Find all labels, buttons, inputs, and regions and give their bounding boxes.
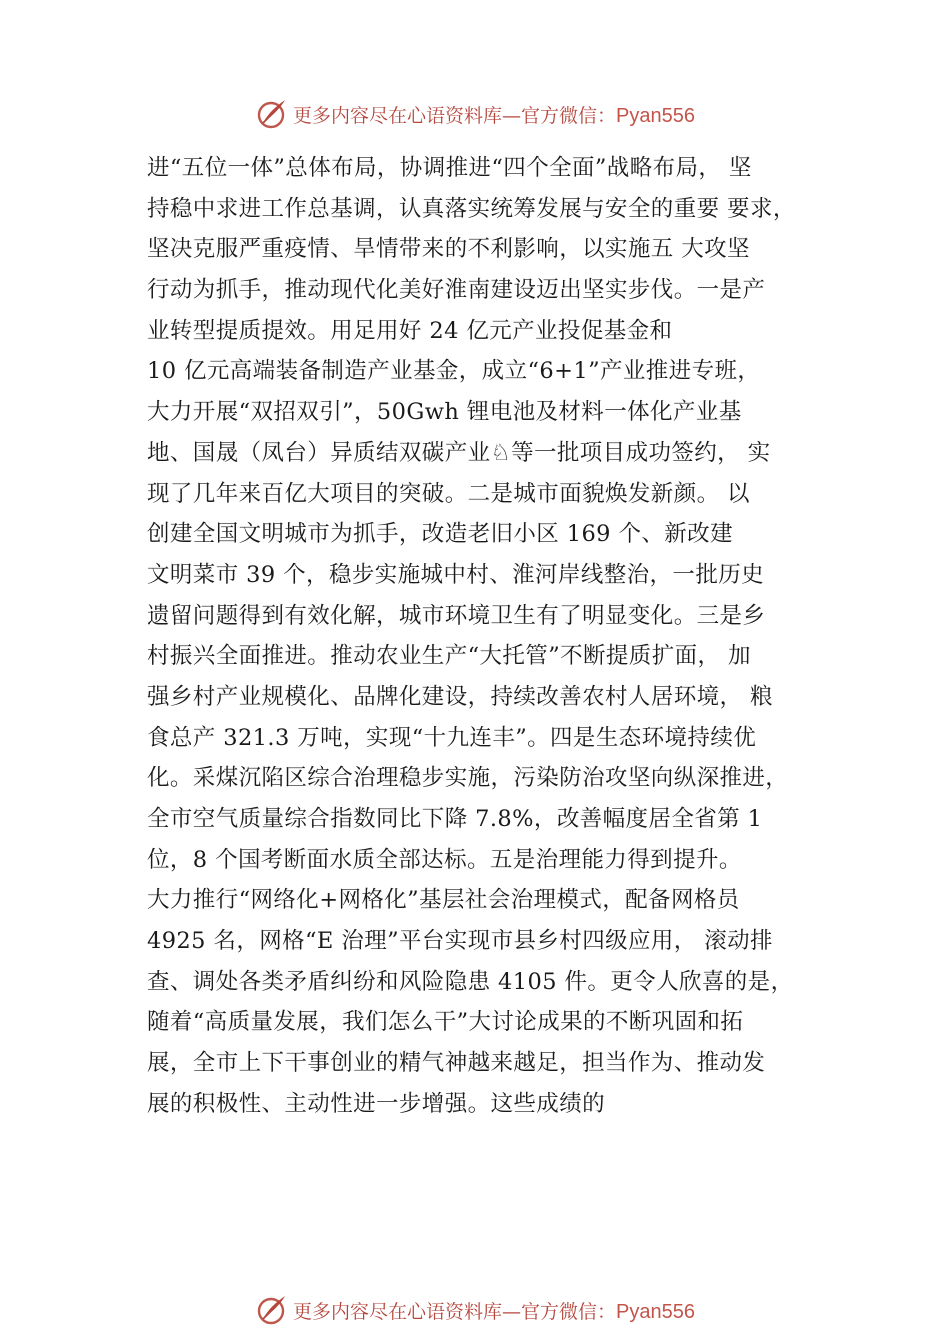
- text-line: 大力开展“双招双引”，50Gwh 锂电池及材料一体化产业基: [147, 399, 742, 426]
- text-line: 地、国晟（凤台）异质结双碳产业♘等一批项目成功签约， 实: [147, 439, 771, 466]
- text-line: 随着“高质量发展，我们怎么干”大讨论成果的不断巩固和拓: [147, 1009, 744, 1036]
- text-line: 化。采煤沉陷区综合治理稳步实施，污染防治攻坚向纵深推进，: [147, 765, 789, 792]
- text-line: 行动为抓手，推动现代化美好淮南建设迈出坚实步伐。一是产: [147, 277, 766, 304]
- document-body: [147, 148, 827, 1125]
- text-line: 业转型提质提效。用足用好 24 亿元产业投促基金和: [147, 317, 673, 344]
- footer-banner: [0, 1290, 950, 1330]
- text-line: 大力推行“网络化+网格化”基层社会治理模式，配备网格员: [147, 887, 740, 914]
- text-line: 食总产 321.3 万吨，实现“十九连丰”。四是生态环境持续优: [147, 724, 757, 751]
- text-line: 强乡村产业规模化、品牌化建设，持续改善农村人居环境， 粮: [147, 683, 773, 710]
- text-line: 进“五位一体”总体布局，协调推进“四个全面”战略布局， 坚: [147, 155, 752, 181]
- text-line: 10 亿元高端装备制造产业基金，成立“6+1”产业推进专班，: [147, 358, 761, 385]
- text-line: 全市空气质量综合指数同比下降 7.8%，改善幅度居全省第 1: [147, 806, 763, 832]
- header-banner-text: [293, 101, 695, 128]
- text-line: 展的积极性、主动性进一步增强。这些成绩的: [147, 1090, 606, 1117]
- header-banner: [0, 94, 950, 134]
- text-line: 坚决克服严重疫情、旱情带来的不利影响，以实施五 大攻坚: [147, 236, 750, 263]
- quill-logo-icon: [255, 97, 289, 131]
- footer-banner-label: 更多内容尽在心语资料库—官方微信：: [293, 1300, 617, 1323]
- text-line: 展，全市上下干事创业的精气神越来越足，担当作为、推动发: [147, 1050, 766, 1077]
- header-banner-label: 更多内容尽在心语资料库—官方微信：: [293, 104, 617, 127]
- text-line: 查、调处各类矛盾纠纷和风险隐患 4105 件。更令人欣喜的是，: [147, 968, 794, 995]
- footer-wechat-id: Pyan556: [616, 1300, 695, 1323]
- text-line: 村振兴全面推进。推动农业生产“大托管”不断提质扩面， 加: [147, 643, 751, 670]
- text-line: 创建全国文明城市为抓手，改造老旧小区 169 个、新改建: [147, 521, 733, 548]
- footer-banner-text: [293, 1297, 695, 1324]
- text-line: 遗留问题得到有效化解，城市环境卫生有了明显变化。三是乡: [147, 602, 766, 629]
- text-line: 现了几年来百亿大项目的突破。二是城市面貌焕发新颜。 以: [147, 480, 750, 507]
- text-line: 文明菜市 39 个，稳步实施城中村、淮河岸线整治，一批历史: [147, 561, 765, 588]
- text-line: 持稳中求进工作总基调，认真落实统筹发展与安全的重要 要求，: [147, 195, 796, 222]
- header-wechat-id: Pyan556: [616, 104, 695, 127]
- quill-logo-icon: [255, 1293, 289, 1327]
- text-line: 位，8 个国考断面水质全部达标。五是治理能力得到提升。: [147, 846, 742, 873]
- text-line: 4925 名，网格“E 治理”平台实现市县乡村四级应用， 滚动排: [147, 928, 773, 955]
